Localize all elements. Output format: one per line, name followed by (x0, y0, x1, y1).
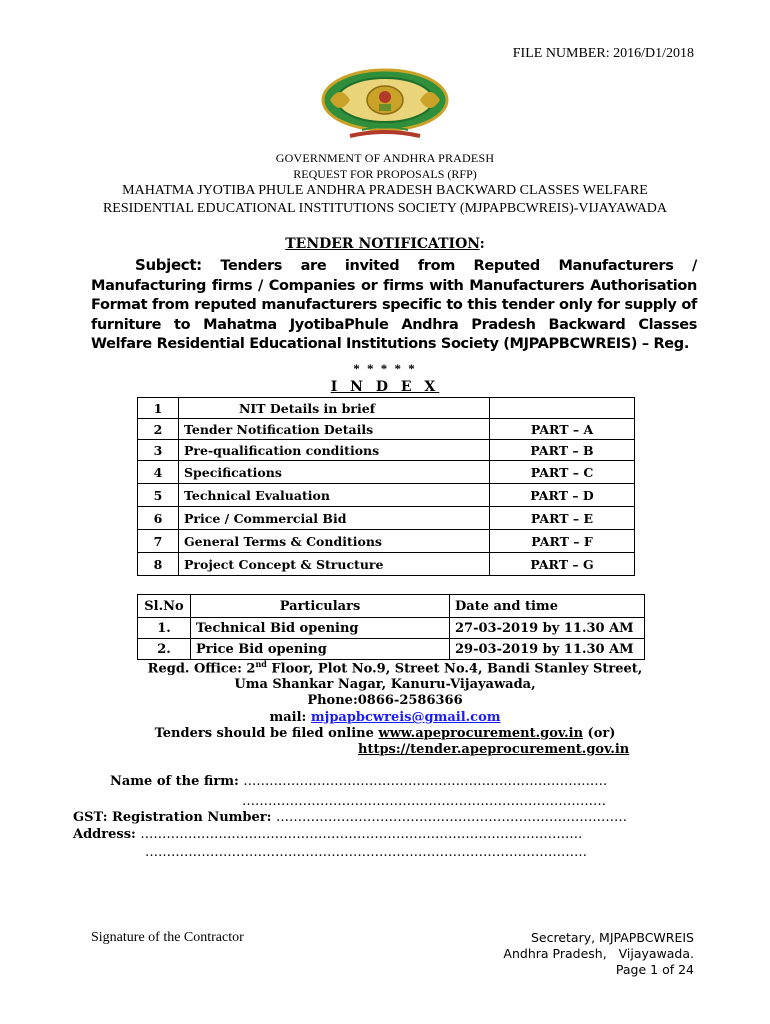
gst-field (73, 810, 627, 825)
office-prefix: Regd. Office: 2 (147, 661, 256, 677)
rfp-heading: REQUEST FOR PROPOSALS (RFP) (293, 167, 477, 181)
index-num: 5 (138, 484, 179, 507)
header-particulars: Particulars (191, 595, 450, 618)
tender-title-colon: : (479, 236, 485, 252)
email-link[interactable]: mjpapbcwreis@gmail.com (310, 710, 501, 725)
table-row (138, 530, 635, 553)
filed-suffix: (or) (583, 726, 616, 741)
tender-notification-title (0, 236, 770, 252)
index-num: 2 (138, 419, 179, 440)
index-num: 1 (138, 398, 179, 419)
index-name: General Terms & Conditions (179, 530, 490, 553)
index-name: Technical Evaluation (179, 484, 490, 507)
table-row (138, 639, 645, 660)
index-num: 3 (138, 440, 179, 461)
index-part: PART – B (490, 440, 635, 461)
index-name: Project Concept & Structure (179, 553, 490, 576)
society-line-1: MAHATMA JYOTIBA PHULE ANDHRA PRADESH BACKWARD CLASSES WELFARE (122, 183, 648, 198)
firm-name-field (110, 774, 607, 789)
header-sl-no: Sl.No (138, 595, 191, 618)
tender-filing-line (0, 726, 770, 741)
index-num: 7 (138, 530, 179, 553)
index-part: PART – A (490, 419, 635, 440)
index-num: 4 (138, 461, 179, 484)
office-sup: nd (255, 659, 267, 669)
index-name: Pre-qualification conditions (179, 440, 490, 461)
firm-label: Name of the firm: (110, 774, 244, 789)
tender-site-line (358, 742, 629, 757)
table-row (138, 553, 635, 576)
bid-particulars: Technical Bid opening (191, 618, 450, 639)
office-phone: Phone:0866-2586366 (307, 693, 463, 708)
bid-sl: 2. (138, 639, 191, 660)
bid-particulars: Price Bid opening (191, 639, 450, 660)
index-name: Tender Notification Details (179, 419, 490, 440)
table-row (138, 398, 635, 419)
bid-dates-table (137, 594, 645, 660)
bid-sl: 1. (138, 618, 191, 639)
address-dots: ………………………………………………………………………………………… (140, 827, 583, 842)
index-name: Specifications (179, 461, 490, 484)
subject-paragraph (91, 256, 697, 355)
secretary-title: Secretary, MJPAPBCWREIS (530, 930, 694, 945)
table-row (138, 419, 635, 440)
index-name: NIT Details in brief (179, 398, 490, 419)
index-part (490, 398, 635, 419)
office-address-line-2: Uma Shankar Nagar, Kanuru-Vijayawada, (234, 677, 536, 692)
separator-stars: * * * * * (353, 361, 417, 376)
society-line-2: RESIDENTIAL EDUCATIONAL INSTITUTIONS SOCIETY (MJPAPBCWREIS)-VIJAYAWADA (102, 201, 668, 216)
table-row (138, 484, 635, 507)
bid-date: 29-03-2019 by 11.30 AM (450, 639, 645, 660)
firm-name-continuation: ………………………………………………………………………… (242, 794, 606, 809)
tender-site-link[interactable]: https://tender.apeprocurement.gov.in (358, 742, 630, 757)
table-header-row (138, 595, 645, 618)
tender-title-text: TENDER NOTIFICATION (285, 236, 480, 252)
firm-dots: ………………………………………………………………………… (243, 774, 608, 789)
government-heading: GOVERNMENT OF ANDHRA PRADESH (275, 151, 495, 165)
index-num: 8 (138, 553, 179, 576)
table-row (138, 440, 635, 461)
index-num: 6 (138, 507, 179, 530)
index-part: PART – D (490, 484, 635, 507)
filed-prefix: Tenders should be filed online (154, 726, 379, 741)
apeprocurement-link[interactable]: www.apeprocurement.gov.in (378, 726, 584, 741)
index-title: I N D E X (330, 379, 440, 395)
index-name: Price / Commercial Bid (179, 507, 490, 530)
address-continuation: ………………………………………………………………………………………… (145, 845, 587, 860)
government-emblem (310, 64, 460, 146)
address-field (73, 827, 582, 842)
office-address-line-1 (10, 659, 770, 676)
index-part: PART – C (490, 461, 635, 484)
gst-dots: ……………………………………………………………………… (275, 810, 627, 825)
page-number: Page 1 of 24 (615, 962, 694, 977)
index-part: PART – F (490, 530, 635, 553)
index-part: PART – G (490, 553, 635, 576)
office-mail (0, 710, 770, 725)
secretary-place: Andhra Pradesh, Vijayawada. (503, 946, 694, 961)
index-part: PART – E (490, 507, 635, 530)
office-suffix: Floor, Plot No.9, Street No.4, Bandi Stanley Street, (266, 661, 643, 677)
bid-date: 27-03-2019 by 11.30 AM (450, 618, 645, 639)
file-number: FILE NUMBER: 2016/D1/2018 (512, 46, 694, 61)
table-row (138, 507, 635, 530)
subject-text: Tenders are invited from Reputed Manufacturers / Manufacturing firms / Companies or firms with Manufacturers Authorisation Format from reputed manufacturers specific to this tender only for supply of furniture to Mahatma JyotibaPhule Andhra Pradesh Backward Classes Welfare Residential Educational Institutions Society (MJPAPBCWREIS) – Reg. (91, 258, 697, 352)
header-date-time: Date and time (450, 595, 645, 618)
subject-label: Subject: (135, 256, 202, 274)
gst-label: GST: Registration Number: (73, 810, 276, 825)
table-row (138, 618, 645, 639)
contractor-signature-label: Signature of the Contractor (91, 930, 244, 945)
index-table (137, 397, 635, 576)
table-row (138, 461, 635, 484)
address-label: Address: (73, 827, 141, 842)
mail-label: mail: (269, 710, 311, 725)
